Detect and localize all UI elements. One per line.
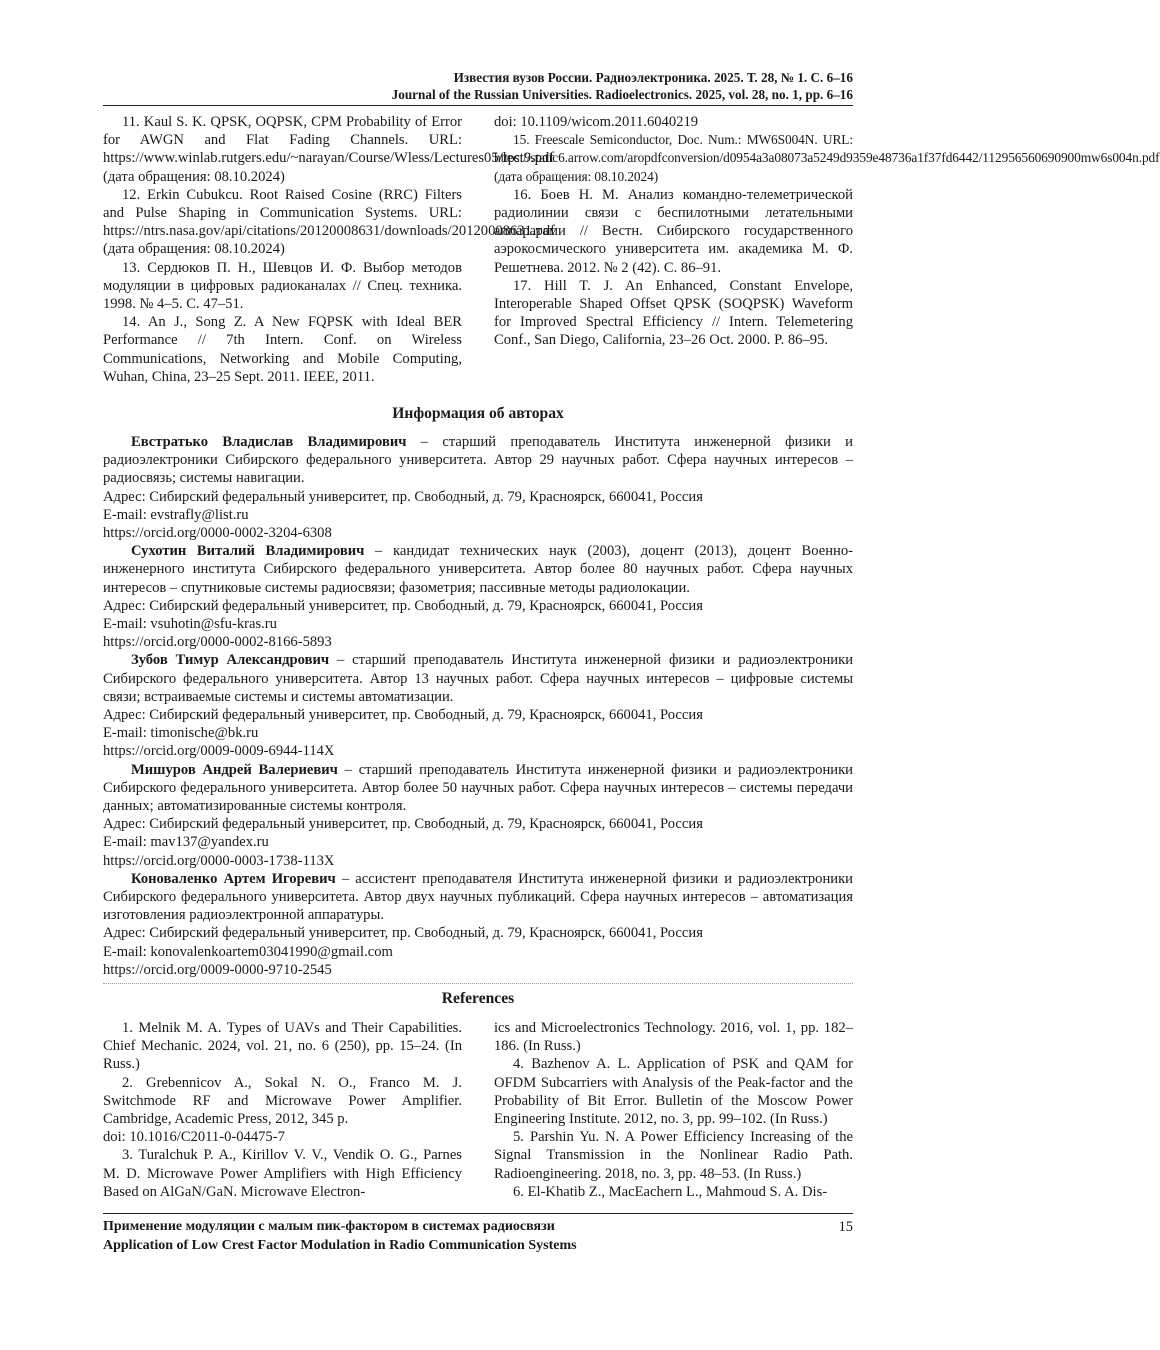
author-entry (103, 542, 853, 651)
author-email: E-mail: mav137@yandex.ru (103, 834, 269, 851)
author-bio (103, 433, 853, 488)
author-name: Евстратько Владислав Владимирович (131, 434, 407, 450)
author-name: Коноваленко Артем Игоревич (131, 870, 336, 887)
reference-item: 11. Kaul S. K. QPSK, OQPSK, CPM Probability of Error for AWGN and Flat Fading Channels. URL: https://www.winlab.rutgers.edu/~narayan/Course/Wless/Lectures05/lect9.pdf (дата обращения: 08.10.2024) (103, 114, 555, 185)
authors-section-title: Информация об авторах (392, 405, 564, 422)
reference-continuation: doi: 10.1109/wicom.2011.6040219 (494, 114, 699, 130)
author-name: Сухотин Виталий Владимирович (131, 543, 365, 560)
reference-item: 16. Боев Н. М. Анализ командно-телеметрической радиолинии связи с беспилотными летательными аппаратами // Вестн. Сибирского государственного аэрокосмического университета им. академика М. Ф. Решетнева. 2012. № 2 (42). С. 86–91. (494, 186, 853, 276)
footer-rule (103, 1213, 853, 1214)
reference-item: 5. Parshin Yu. N. A Power Efficiency Increasing of the Signal Transmission in the Nonlinear Radio Path. Radioengineering. 2018, no. 3, pp. 48–53. (In Russ.) (494, 1129, 853, 1182)
reference-item: 12. Erkin Cubukcu. Root Raised Cosine (RRC) Filters and Pulse Shaping in Communication Systems. URL: https://ntrs.nasa.gov/api/citations/20120008631/downloads/20120008631.pdf (дата обращения: 08.10.2024) (103, 186, 555, 258)
author-bio (103, 870, 853, 925)
author-entry (103, 870, 853, 979)
reference-item: 13. Сердюков П. Н., Шевцов И. Ф. Выбор методов модуляции в цифровых радиоканалах // Спец. техника. 1998. № 4–5. С. 47–51. (103, 259, 462, 313)
author-bio (103, 761, 853, 816)
author-description: – старший преподаватель Института инженерной физики и радиоэлектроники Сибирского федерального университета. Автор более 50 научных работ. Сфера научных интересов – системы передачи данных; автоматизированные системы контроля. (103, 761, 853, 815)
dotted-separator (103, 983, 853, 984)
reference-item: 15. Freescale Semiconductor, Doc. Num.: MW6S004N. URL: https://static6.arrow.com/aropdfconversion/d0954a3a08073a5249d9359e48736a1f37fd6442/112956560690900mw6s004n.pdf (дата обращения: 08.10.2024) (494, 132, 1160, 184)
reference-item: 14. An J., Song Z. A New FQPSK with Ideal BER Performance // 7th Intern. Conf. on Wireless Communications, Networking and Mobile Computing, Wuhan, China, 23–25 Sept. 2011. IEEE, 2011. (103, 314, 462, 385)
authors-list (103, 433, 853, 979)
footer-title-ru: Применение модуляции с малым пик-фактором в системах радиосвязи (103, 1219, 555, 1234)
header-line-ru: Известия вузов России. Радиоэлектроника. 2025. Т. 28, № 1. С. 6–16 (453, 70, 853, 85)
reference-item: 4. Bazhenov A. L. Application of PSK and QAM for OFDM Subcarriers with Analysis of the Peak-factor and the Probability of Bit Error. Bulletin of the Moscow Power Engineering Institute. 2012, no. 3, pp. 99–102. (In Russ.) (494, 1056, 853, 1128)
reference-item: 6. El-Khatib Z., MacEachern L., Mahmoud S. A. Dis- (513, 1183, 828, 1200)
reference-item: 3. Turalchuk P. A., Kirillov V. V., Vendik O. G., Parnes M. D. Microwave Power Amplifiers with High Efficiency Based on AlGaN/GaN. Microwave Electron- (103, 1147, 462, 1200)
ref-column-right (494, 1019, 853, 1201)
author-bio (103, 651, 853, 706)
footer-title-en: Application of Low Crest Factor Modulation in Radio Communication Systems (103, 1237, 577, 1253)
author-address: Адрес: Сибирский федеральный университет, пр. Свободный, д. 79, Красноярск, 660041, Россия (103, 925, 703, 942)
author-entry (103, 433, 853, 542)
reference-item: 17. Hill T. J. An Enhanced, Constant Envelope, Interoperable Shaped Offset QPSK (SOQPSK) Waveform for Improved Spectral Efficiency // Intern. Telemetering Conf., San Diego, California, 23–26 Oct. 2000. P. 86–95. (494, 277, 853, 349)
author-address: Адрес: Сибирский федеральный университет, пр. Свободный, д. 79, Красноярск, 660041, Россия (103, 488, 703, 505)
author-email: E-mail: evstrafly@list.ru (103, 506, 249, 523)
author-email: E-mail: konovalenkoartem03041990@gmail.com (103, 943, 393, 960)
author-orcid: https://orcid.org/0009-0009-6944-114X (103, 743, 335, 760)
reference-item: 2. Grebennicov A., Sokal N. O., Franco M. J. Switchmode RF and Microwave Power Amplifier. Cambridge, Academic Press, 2012, 345 p. (103, 1074, 462, 1128)
author-name: Мишуров Андрей Валериевич (131, 761, 338, 778)
author-orcid: https://orcid.org/0000-0002-8166-5893 (103, 634, 332, 651)
author-orcid: https://orcid.org/0000-0002-3204-6308 (103, 525, 332, 542)
author-entry (103, 651, 853, 760)
reference-continuation: ics and Microelectronics Technology. 2016, vol. 1, pp. 182–186. (In Russ.) (494, 1020, 853, 1055)
author-email: E-mail: timonische@bk.ru (103, 725, 259, 742)
author-entry (103, 761, 853, 870)
author-bio (103, 542, 853, 597)
author-orcid: https://orcid.org/0009-0000-9710-2545 (103, 961, 332, 978)
references-ru-continued (103, 113, 1160, 386)
author-description: – кандидат технических наук (2003), доцент (2013), доцент Военно-инженерного института Сибирского федерального университета. Автор более 80 научных работ. Сфера научных интересов – спутниковые системы радиосвязи; фазометрия; пассивные методы радиолокации. (103, 543, 854, 596)
author-address: Адрес: Сибирский федеральный университет, пр. Свободный, д. 79, Красноярск, 660041, Россия (103, 597, 703, 614)
header-line-en: Journal of the Russian Universities. Radioelectronics. 2025, vol. 28, no. 1, pp. 6–16 (391, 87, 853, 102)
author-description: – ассистент преподавателя Института инженерной физики и радиоэлектроники Сибирского федерального университета. Автор двух научных публикаций. Сфера научных интересов – автоматизация изготовления радиоэлектронной аппаратуры. (103, 870, 853, 924)
ref-column-right (494, 113, 1160, 386)
ref-column-left (103, 1019, 462, 1201)
author-address: Адрес: Сибирский федеральный университет, пр. Свободный, д. 79, Красноярск, 660041, Россия (103, 816, 703, 833)
references-section-title: References (441, 990, 515, 1007)
reference-item: 1. Melnik M. A. Types of UAVs and Their Capabilities. Chief Mechanic. 2024, vol. 21, no. 6 (250), pp. 15–24. (In Russ.) (103, 1020, 462, 1073)
ref-column-left (103, 113, 555, 386)
author-name: Зубов Тимур Александрович (131, 652, 330, 669)
references-en (103, 1019, 853, 1201)
page-number: 15 (838, 1219, 853, 1235)
running-header (392, 69, 853, 103)
author-address: Адрес: Сибирский федеральный университет, пр. Свободный, д. 79, Красноярск, 660041, Россия (103, 707, 703, 724)
author-email: E-mail: vsuhotin@sfu-kras.ru (103, 616, 277, 633)
running-footer (103, 1218, 853, 1255)
reference-doi: doi: 10.1016/C2011-0-04475-7 (103, 1129, 285, 1146)
header-rule (103, 105, 853, 106)
author-description: – старший преподаватель Института инженерной физики и радиоэлектроники Сибирского федерального университета. Автор 29 научных работ. Сфера научных интересов – радиосвязь; системы навигации. (103, 434, 853, 487)
author-orcid: https://orcid.org/0000-0003-1738-113X (103, 852, 335, 869)
author-description: – старший преподаватель Института инженерной физики и радиоэлектроники Сибирского федерального университета. Автор 13 научных работ. Сфера научных интересов – цифровые системы связи; встраиваемые системы и системы автоматизации. (103, 652, 854, 705)
